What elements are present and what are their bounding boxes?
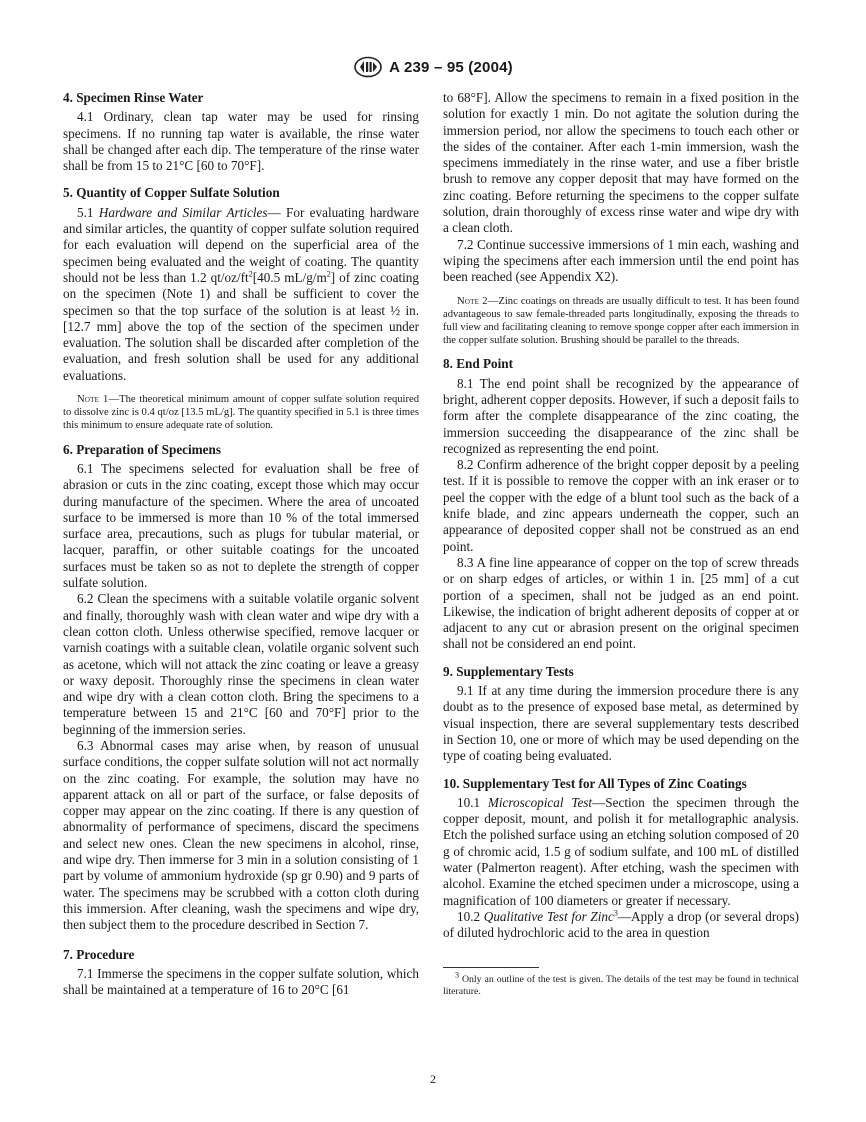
paragraph-8-1: 8.1 The end point shall be recognized by the appearance of bright, adherent copper deposits. However, if such a deposit fails to form after the complete disappearance of the zinc coating, the immersion succeeding the disappearance of the zinc shall be recognized as representing the end point. — [443, 375, 799, 456]
section-10-title: 10. Supplementary Test for All Types of Zinc Coatings — [443, 775, 747, 791]
left-column — [63, 90, 419, 1009]
section-7 — [63, 947, 419, 999]
paragraph-8-3: 8.3 A fine line appearance of copper on the top of screw threads or on sharp edges of articles, or within 1 in. [25 mm] of a cut portion of a specimen, shall not be judged as an end point. Likewise, the indication of bright adherent deposits of copper at or adjacent to any cut or abrasion present on the original specimen shall not be considered an end point. — [443, 554, 799, 652]
paragraph-10-1: 10.1 Microscopical Test—Section the specimen through the copper deposit, mount, and polish it for metallographic analysis. Etch the polished surface using an etching solution composed of 20 g of chromic acid, 1.5 g of sodium sulfate, and 100 mL of distilled water (Palmerton reagent). After etching, wash the specimen with alcohol. Examine the etched specimen under a microscope, using a magnification of 100 diameters or greater if necessary. — [443, 794, 799, 908]
paragraph-10-2-heading: Qualitative Test for Zinc — [483, 908, 614, 924]
section-5-title: 5. Quantity of Copper Sulfate Solution — [63, 185, 280, 201]
paragraph-7-1: 7.1 Immerse the specimens in the copper sulfate solution, which shall be maintained at a temperature of 16 to 20°C [61 — [63, 965, 419, 998]
paragraph-8-2: 8.2 Confirm adherence of the bright copper deposit by a peeling test. If it is possible to remove the copper with an ink eraser or to peel the copper with the edge of a blunt tool such as the back of a knife blade, and zinc appears underneath the copper, such an appearance of deposited copper shall not be construed as an end point. — [443, 457, 799, 554]
section-5 — [63, 185, 419, 432]
document-designation: A 239 – 95 (2004) — [389, 58, 513, 76]
paragraph-10-2: 10.2 Qualitative Test for Zinc$^3$—Apply a drop (or several drops) of diluted hydrochloric acid to the area in question — [443, 908, 799, 941]
note-1-label: Note 1 — [77, 394, 109, 406]
note-2-label: Note 2 — [457, 295, 488, 307]
paragraph-4-1: 4.1 Ordinary, clean tap water may be used for rinsing specimens. If no running tap water is available, the rinse water shall be changed after each dip. The temperature of the rinse water shall be from 15 to 21°C [60 to 70°F]. — [63, 109, 419, 174]
note-2: Note 2—Zinc coatings on threads are usually difficult to test. It has been found advantageous to saw female-threaded parts longitudinally, exposing the threads to full view and facilitating cleaning to remove sponge copper after each immersion in the copper sulfate solution. Brushing should be parallel to the threads. — [443, 295, 800, 347]
section-8 — [443, 356, 799, 652]
astm-logo-icon — [353, 56, 383, 78]
page-number: 2 — [430, 1072, 436, 1086]
svg-text:ASTM: ASTM — [363, 74, 373, 78]
paragraph-7-2: 7.2 Continue successive immersions of 1 min each, washing and wiping the specimens after each immersion until the end point has been reached (see Appendix X2). — [443, 236, 799, 285]
paragraph-5-1-heading: Hardware and Similar Articles — [98, 204, 268, 220]
section-4 — [63, 90, 419, 174]
footnote-3: $^3$ Only an outline of the test is given. The details of the test may be found in technical literature. — [443, 971, 799, 998]
paragraph-10-1-heading: Microscopical Test — [487, 794, 593, 810]
paragraph-7-1-continued: to 68°F]. Allow the specimens to remain in a fixed position in the solution for exactly 1 min. Do not agitate the solution during the immersion period, nor allow the specimens to touch each other or the sides of the container. After each 1-min immersion, wash the specimens immediately in the rinse water, and use a fiber bristle brush to remove any copper deposit that may have formed on the zinc coating. Before returning the specimens to the copper sulfate solution, drain thoroughly of excess rinse water and wipe dry with a clean cloth. — [443, 90, 799, 236]
section-6-title: 6. Preparation of Specimens — [63, 441, 221, 457]
paragraph-6-2: 6.2 Clean the specimens with a suitable volatile organic solvent and finally, thoroughly wash with clean water and wipe dry with a clean cotton cloth. Unless otherwise specified, remove lacquer or varnish coatings with a suitable clean, volatile organic solvent such as acetone, which will not attack the zinc coating or leave a greasy or waxy deposit. Thoroughly rinse the specimens in clean water and wipe dry with a clean cotton cloth. Bring the specimens to a temperature between 15 and 21°C [60 and 70°F] prior to the beginning of the immersion series. — [63, 591, 419, 737]
section-9 — [443, 664, 799, 765]
footnote-divider — [443, 967, 539, 968]
section-4-title: 4. Specimen Rinse Water — [63, 90, 204, 105]
section-8-title: 8. End Point — [443, 356, 513, 372]
section-10 — [443, 776, 799, 942]
page-header — [0, 56, 866, 83]
paragraph-9-1: 9.1 If at any time during the immersion procedure there is any doubt as to the presence of exposed base metal, as determined by visual inspection, there are several supplementary tests described in Section 10, one or more of which may be used depending on the type of coating being evaluated. — [443, 683, 799, 764]
right-column — [443, 90, 799, 998]
paragraph-6-1: 6.1 The specimens selected for evaluation shall be free of abrasion or cuts in the zinc coating, except those which may occur during manufacture of the specimen. Where the area of uncoated surface to be immersed is more than 10 % of the total immersed surface area, precautions, such as plugs for tubular material, or lacquer, paraffin, or other suitable coatings for the uncoated surfaces must be taken so as not to deplete the strength of copper sulfate solution. — [63, 460, 419, 591]
section-9-title: 9. Supplementary Tests — [443, 663, 574, 679]
footnote-ref-3[interactable]: 3 — [613, 908, 618, 918]
paragraph-5-1: 5.1 Hardware and Similar Articles— For evaluating hardware and similar articles, the quantity of copper sulfate solution required for each evaluation will depend on the superficial area of the specimen being evaluated and the weight of coating. The quantity should not be less than 1.2 $qt/oz/ft^2[40.5$ $mL/g/m^2$] of zinc coating on the specimen (Note 1) and shall be sufficient to cover the specimen so that the top surface of the solution is at least ½ in. [12.7 mm] above the top of the section of the specimen under evaluation. The solution shall be discarded after completion of the evaluation, and fresh solution shall be used for any additional evaluations. — [63, 204, 419, 383]
section-7-title: 7. Procedure — [63, 946, 135, 962]
note-1: Note 1—The theoretical minimum amount of copper sulfate solution required to dissolve zinc is 0.4 qt/oz [13.5 mL/g]. The quantity specified in 5.1 is three times this minimum to ensure adequate rate of solution. — [63, 394, 420, 432]
section-6 — [63, 442, 419, 934]
paragraph-6-3: 6.3 Abnormal cases may arise when, by reason of unusual surface conditions, the copper sulfate solution will not act normally on the zinc coating. For example, the solution may have no apparent attack on all or part of the surface, or false deposits of copper may appear on the zinc coating. If there is any question of abnormality of performance of specimens, discard the specimens and select new ones. Clean the new specimens in alcohol, rinse, and wipe dry. Then immerse for 3 min in a solution consisting of 1 part by volume of ammonium hydroxide (sp gr 0.90) and 9 parts of water. The specimens may be scrubbed with a cotton cloth during this immersion. After cleaning, wash the specimens and wipe dry, then subject them to the procedure described in Section 7. — [63, 738, 419, 933]
